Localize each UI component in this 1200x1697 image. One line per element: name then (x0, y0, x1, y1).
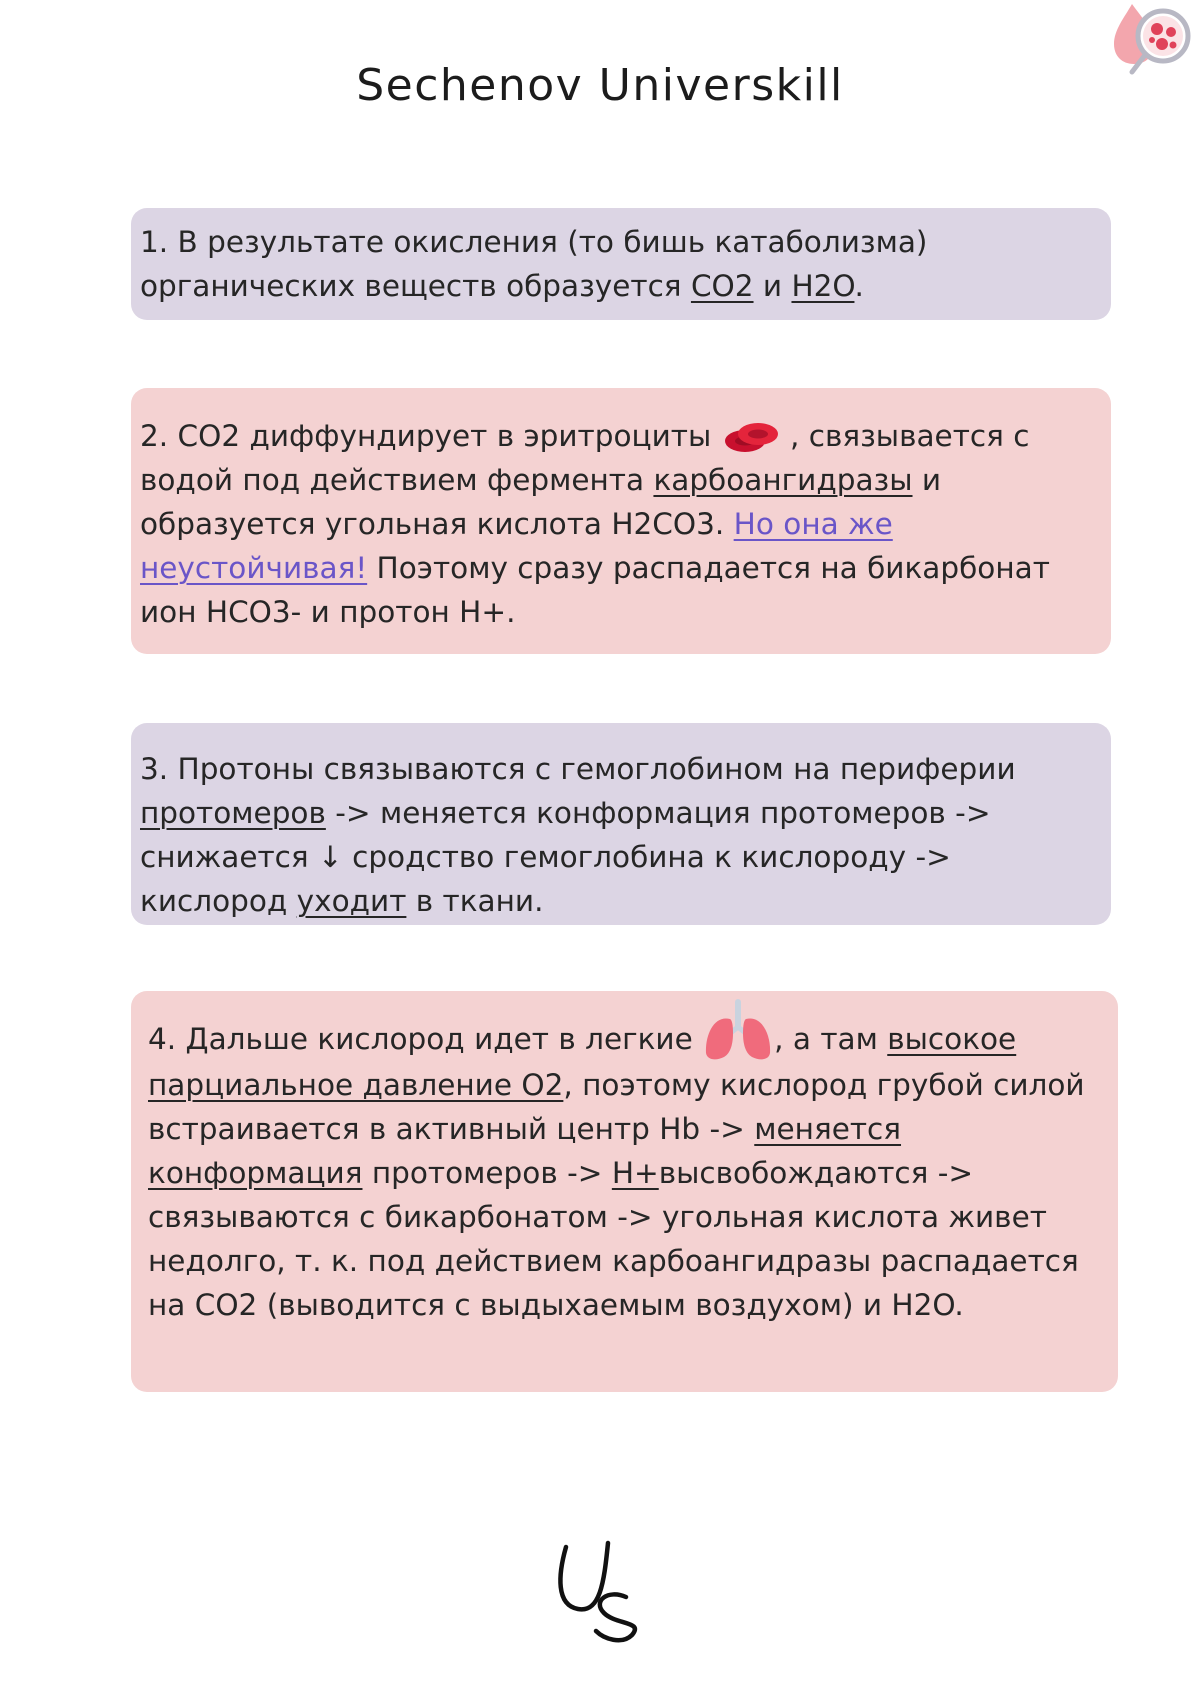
conformation-change-term: меняется конформация (148, 1111, 902, 1190)
step-3-text: 3. Протоны связываются с гемоглобином на периферии протомеров -> меняется конформация протомеров -> снижается ↓ сродство гемоглобина к кислороду -> кислород уходит в ткани. (140, 752, 1016, 918)
leaves-term: уходит (296, 884, 407, 918)
step-4-text: 4. Дальше кислород идет в легкие , а там высокое парциальное давление O2, поэтому кислород грубой силой встраивается в активный центр Hb -> меняется конформация протомеров -> H+высвобождаются -> связываются с бикарбонатом -> угольная кислота живет недолго, т. к. под действием карбоангидразы распадается на CO2 (выводится с выдыхаемым воздухом) и H2O. (148, 1017, 1108, 1327)
red-blood-cell-icon (721, 420, 781, 456)
proton-term: H+ (611, 1155, 659, 1190)
us-monogram-logo (548, 1535, 648, 1645)
partial-pressure-term: высокое парциальное давление O2 (148, 1022, 1017, 1102)
step-card-1 (131, 208, 1111, 320)
carbonic-anhydrase-term: карбоангидразы (653, 463, 913, 497)
step-card-2 (131, 388, 1111, 654)
h2o-term: H2O (791, 269, 855, 303)
unstable-note-link[interactable]: Но она же неустойчивая! (140, 507, 893, 585)
step-card-4 (131, 991, 1118, 1392)
step-2-text: 2. CO2 диффундирует в эритроциты , связывается с водой под действием фермента карбоангидразы и образуется угольная кислота H2CO3. Но она же неустойчивая! Поэтому сразу распадается на бикарбонат ион HCO3- и протон H+. (140, 419, 1050, 629)
step-card-3 (131, 723, 1111, 925)
protomers-term: протомеров (140, 796, 326, 830)
page-title: Sechenov Universkill (356, 60, 844, 111)
step-1-text: 1. В результате окисления (то бишь катаболизма) органических веществ образуется CO2 и H2O. (140, 225, 928, 303)
lungs-icon (702, 997, 774, 1063)
co2-term: CO2 (690, 269, 754, 303)
blood-cells-magnifier-icon (1110, 0, 1200, 82)
